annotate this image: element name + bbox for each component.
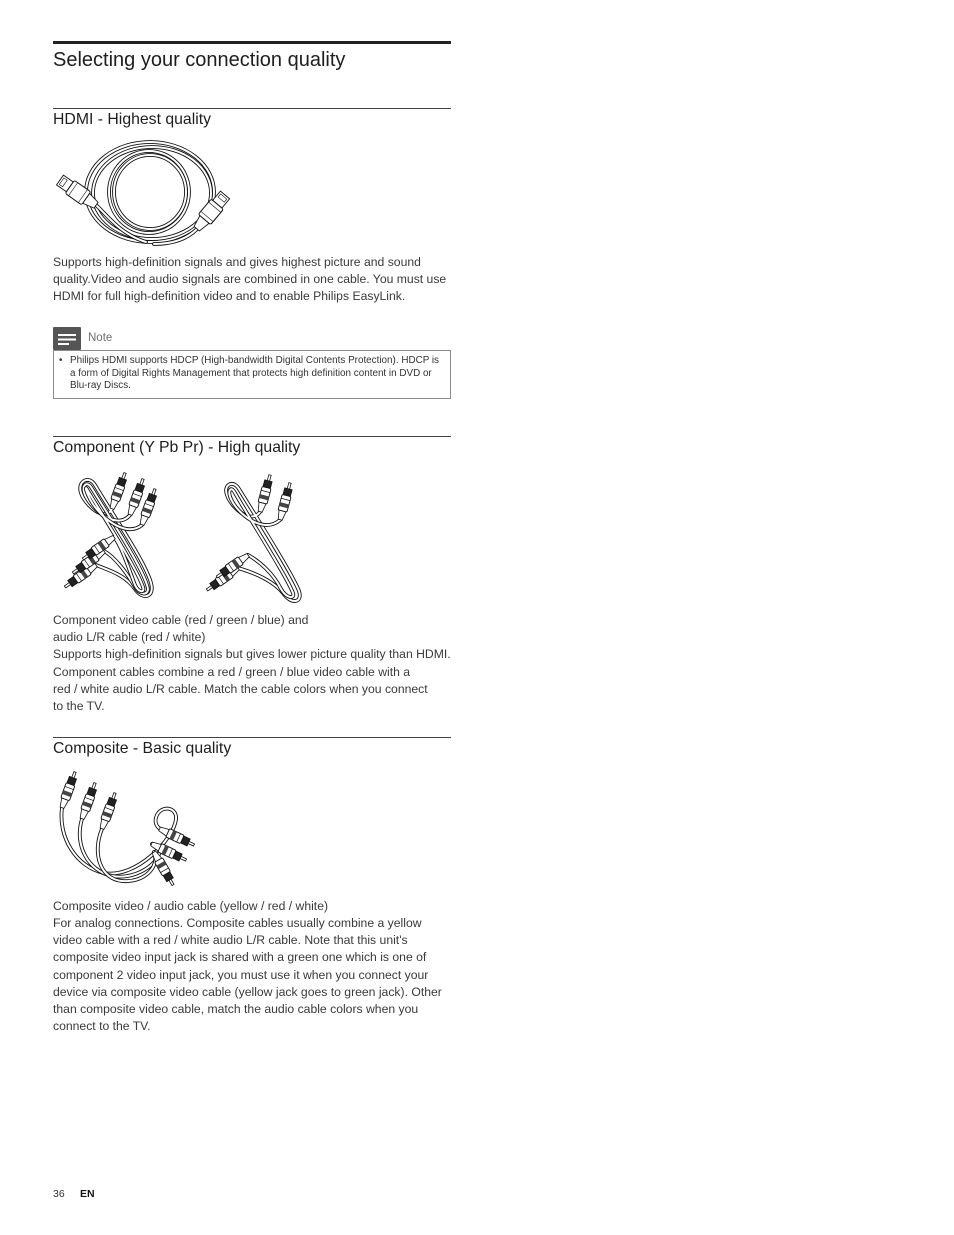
text-line: quality.Video and audio signals are combined in one cable. You must use (53, 272, 447, 286)
rca-plug (108, 471, 130, 510)
text-line: than composite video cable, match the audio cable colors when you (53, 1001, 419, 1016)
page-title: Selecting your connection quality (53, 49, 346, 71)
rca-plug (78, 781, 100, 820)
text-line: device via composite video cable (yellow jack goes to green jack). Other (53, 984, 442, 999)
text-line: component 2 video input jack, you must use it when you connect your (53, 967, 429, 982)
rca-plug (256, 474, 275, 513)
text-line: to the TV. (53, 699, 105, 714)
composite-heading: Composite - Basic quality (53, 740, 232, 757)
text-line: Component cables combine a red / green / blue video cable with a (53, 664, 411, 679)
note-icon (53, 327, 81, 350)
section-rule-composite (53, 737, 451, 738)
text-line: video cable with a red / white audio L/R cable. Note that this unit's (53, 933, 408, 948)
rca-plug (276, 482, 295, 521)
text-line: Composite video / audio cable (yellow / red / white) (53, 899, 329, 913)
title-rule (53, 41, 451, 44)
component-cable-image-1 (55, 465, 170, 605)
rca-plug (58, 770, 79, 809)
component-heading: Component (Y Pb Pr) - High quality (53, 439, 301, 456)
note-line: Blu-ray Discs. (70, 380, 131, 391)
section-rule-hdmi (53, 108, 451, 109)
note-line: Philips HDMI supports HDCP (High-bandwidth Digital Contents Protection). HDCP is (70, 355, 439, 366)
hdmi-heading: HDMI - Highest quality (53, 111, 212, 128)
note-box (53, 350, 451, 399)
component-description (53, 612, 451, 715)
text-line: Supports high-definition signals and gives highest picture and sound (53, 255, 421, 269)
text-line: Component video cable (red / green / blue) and (53, 613, 309, 627)
section-rule-component (53, 436, 451, 437)
composite-cable-image (58, 765, 203, 895)
hdmi-description (53, 254, 446, 305)
hdmi-cable-image (50, 138, 232, 248)
page-number: 36 (53, 1188, 65, 1200)
text-line: HDMI for full high-definition video and to enable Philips EasyLink. (53, 289, 406, 303)
text-line: red / white audio L/R cable. Match the cable colors when you connect (53, 681, 428, 696)
note-bullet: • (59, 355, 63, 366)
note-text (70, 355, 439, 393)
note-line: a form of Digital Rights Management that protects high definition content in DVD or (70, 367, 432, 379)
text-line: Supports high-definition signals but gives lower picture quality than HDMI. (53, 647, 451, 662)
composite-description (53, 898, 442, 1035)
component-cable-image-2 (195, 465, 310, 610)
text-line: connect to the TV. (53, 1019, 151, 1034)
text-line: composite video input jack is shared with a green one which is one of (53, 950, 427, 965)
text-line: audio L/R cable (red / white) (53, 630, 206, 645)
rca-plug (98, 791, 120, 830)
language-code: EN (80, 1188, 95, 1200)
text-line: For analog connections. Composite cables usually combine a yellow (53, 916, 422, 931)
note-label: Note (88, 332, 113, 344)
